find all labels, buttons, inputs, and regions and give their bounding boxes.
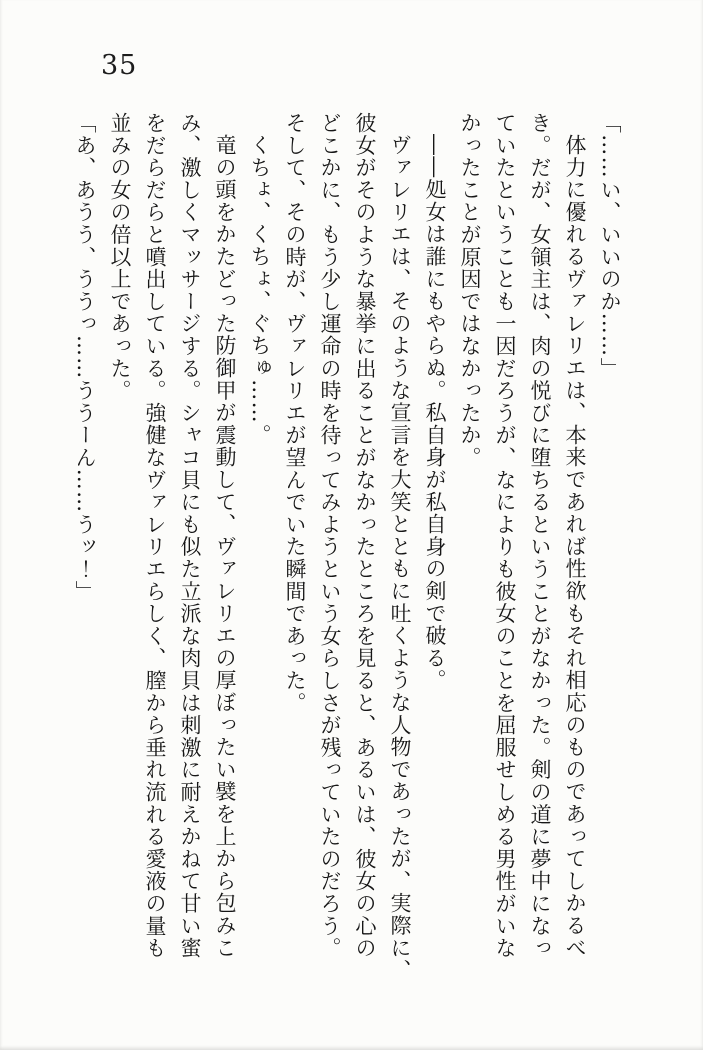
text-line: み、激しくマッサージする。シャコ貝にも似た立派な肉貝は刺激に耐えかねて甘い蜜: [178, 112, 202, 960]
text-line: かったことが原因ではなかったか。: [458, 112, 482, 469]
text-line: 並みの女の倍以上であった。: [108, 112, 132, 402]
text-line: くちょ、くちょ、ぐちゅ……。: [248, 134, 272, 447]
text-body: [67, 112, 627, 982]
text-line: ヴァレリエは、そのような宣言を大笑とともに吐くような人物であったが、実際に、: [388, 134, 412, 982]
text-line: をだらだらと噴出している。強健なヴァレリエらしく、膣から垂れ流れる愛液の量も: [143, 112, 167, 960]
text-line: 「……い、いいのか……」: [598, 112, 622, 380]
page-number: 35: [101, 50, 138, 81]
text-line: そして、その時が、ヴァレリエが望んでいた瞬間であった。: [283, 112, 307, 715]
text-line: 彼女がそのような暴挙に出ることがなかったところを見ると、あるいは、彼女の心の: [353, 112, 377, 960]
text-line: 体力に優れるヴァレリエは、本来であれば性欲もそれ相応のものであってしかるべ: [563, 134, 587, 960]
text-line: 「あ、あうう、ううっ……ううーん……うッ！」: [73, 112, 97, 603]
text-line: ――処女は誰にもやらぬ。私自身が私自身の剣で破る。: [423, 134, 447, 692]
text-line: どこかに、もう少し運命の時を待ってみようという女らしさが残っていたのだろう。: [318, 112, 342, 960]
text-line: き。だが、女領主は、肉の悦びに堕ちるということがなかった。剣の道に夢中になっ: [528, 112, 552, 960]
text-line: 竜の頭をかたどった防御甲が震動して、ヴァレリエの厚ぼったい襞を上から包みこ: [213, 134, 237, 960]
text-line: ていたということも一因だろうが、なによりも彼女のことを屈服せしめる男性がいな: [493, 112, 517, 960]
